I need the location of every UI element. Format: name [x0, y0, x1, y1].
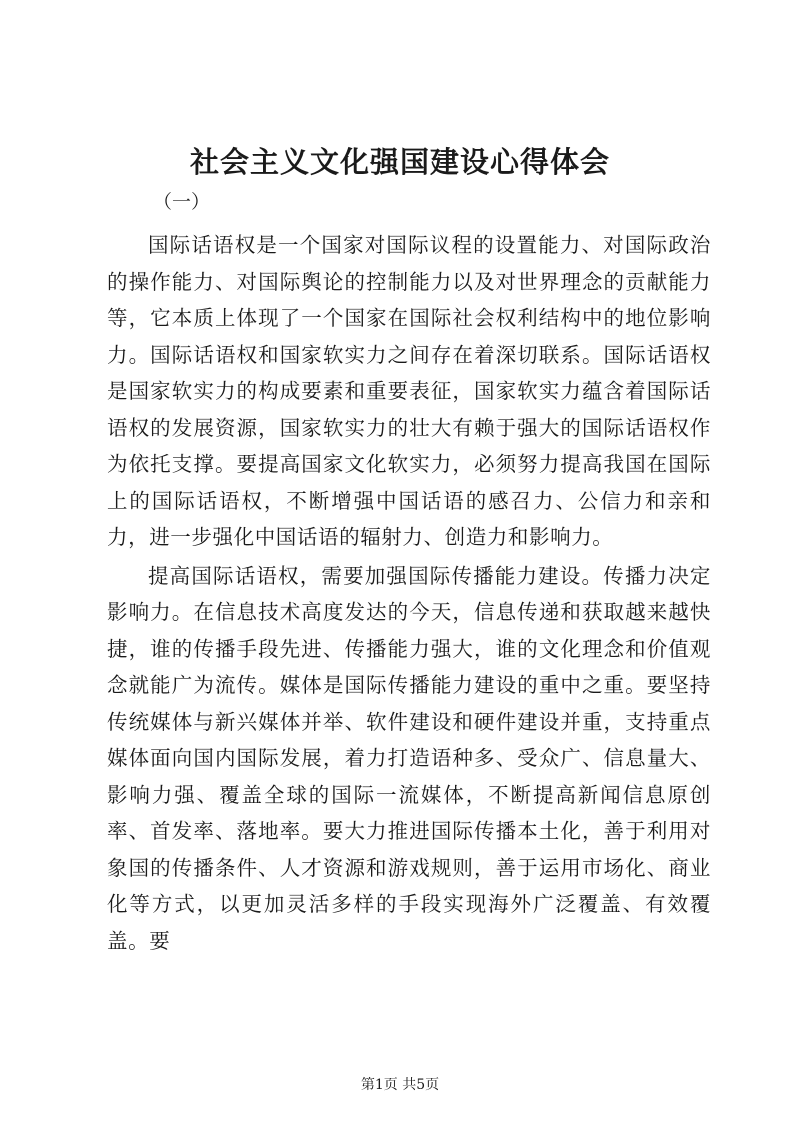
page-title: 社会主义文化强国建设心得体会 [189, 145, 610, 179]
paragraph-2: 提高国际话语权，需要加强国际传播能力建设。传播力决定影响力。在信息技术高度发达的今天，信息传递和获取越来越快捷，谁的传播手段先进、传播能力强大，谁的文化理念和价值观念就能广为流传。媒体是国际传播能力建设的重中之重。要坚持传统媒体与新兴媒体并举、软件建设和硬件建设并重，支持重点媒体面向国内国际发展，着力打造语种多、受众广、信息量大、影响力强、覆盖全球的国际一流媒体，不断提高新闻信息原创率、首发率、落地率。要大力推进国际传播本土化，善于利用对象国的传播条件、人才资源和游戏规则，善于运用市场化、商业化等方式，以更加灵活多样的手段实现海外广泛覆盖、有效覆盖。要 [107, 563, 711, 953]
page-number-footer: 第1页 共5页 [360, 1077, 440, 1093]
paragraph-1: 国际话语权是一个国家对国际议程的设置能力、对国际政治的操作能力、对国际舆论的控制能力以及对世界理念的贡献能力等，它本质上体现了一个国家在国际社会权利结构中的地位影响力。国际话语权和国家软实力之间存在着深切联系。国际话语权是国家软实力的构成要素和重要表征，国家软实力蕴含着国际话语权的发展资源，国家软实力的壮大有赖于强大的国际话语权作为依托支撑。要提高国家文化软实力，必须努力提高我国在国际上的国际话语权，不断增强中国话语的感召力、公信力和亲和力，进一步强化中国话语的辐射力、创造力和影响力。 [107, 233, 711, 549]
section-marker: （一） [153, 191, 211, 213]
document-body [107, 227, 711, 959]
